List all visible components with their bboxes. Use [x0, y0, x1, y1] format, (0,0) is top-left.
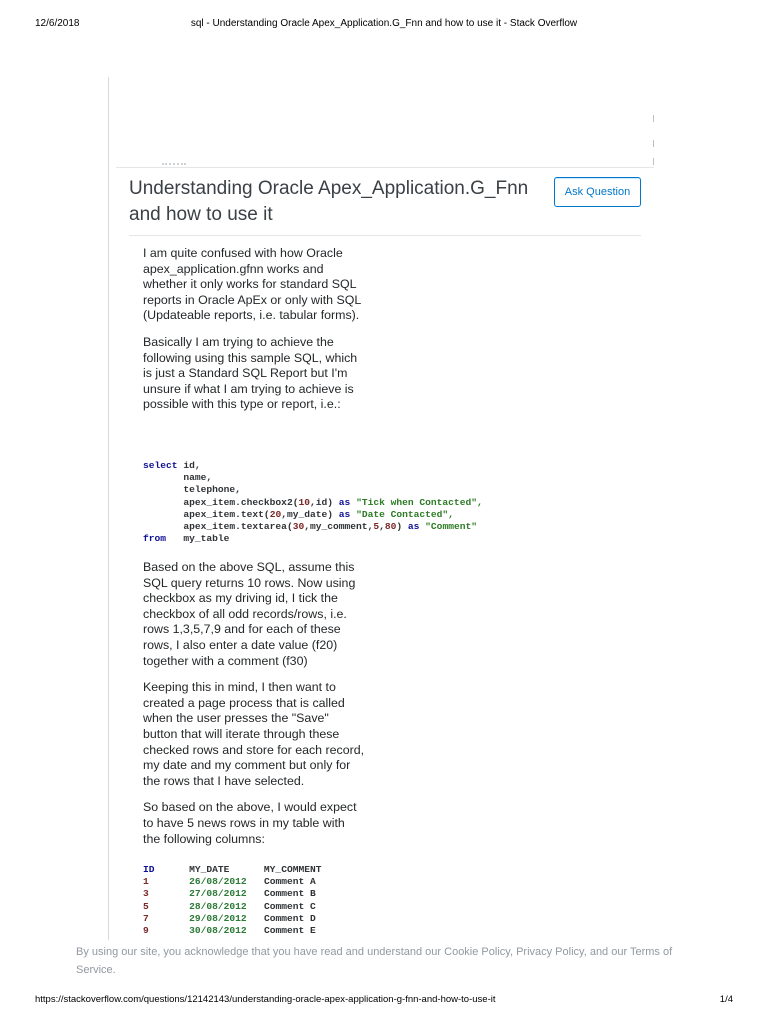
- left-border: [108, 77, 109, 942]
- code-cell: Comment E: [263, 925, 316, 937]
- cropped-header-mark: [162, 163, 186, 168]
- code-keyword: as: [338, 508, 351, 520]
- code-cell: 3: [143, 888, 149, 900]
- code-cell: Comment D: [263, 912, 316, 924]
- print-page-title: sql - Understanding Oracle Apex_Application.G_Fnn and how to use it - Stack Overflow: [190, 18, 578, 29]
- code-keyword: select: [143, 460, 178, 471]
- code-function: apex_item.checkbox2: [183, 496, 293, 508]
- header-divider: [116, 167, 654, 168]
- question-body: [143, 246, 365, 424]
- body-paragraph: I am quite confused with how Oracle apex_application.gfnn works and whether it only works for standard SQL reports in Oracle ApEx or only with SQL (Updateable reports, i.e. tabular forms).: [143, 246, 361, 323]
- code-keyword: from: [143, 533, 167, 545]
- code-cell: 29/08/2012: [189, 912, 247, 924]
- code-text: id,: [183, 460, 201, 471]
- code-header: MY_DATE: [189, 864, 230, 875]
- result-code-block: [143, 864, 543, 937]
- code-cell: Comment B: [263, 888, 316, 900]
- cookie-banner-text: By using our site, you acknowledge that you have read and understand our Cookie Policy, Privacy Policy, and our Terms of Service.: [76, 946, 673, 976]
- print-url: https://stackoverflow.com/questions/12142143/understanding-oracle-apex-application-g-fnn-and-how-to-use-it: [35, 994, 496, 1005]
- sql-code-block: select id, name, telephone, apex_item.checkbox2(10,id) as "Tick when Contacted", apex_item.text(20,my_date) as "Date Contacted", apex_item.textarea(30,my_comment,5,80) as "Comment" from my_table: [143, 460, 483, 545]
- edge-mark: [653, 115, 654, 122]
- code-keyword: as: [407, 521, 420, 533]
- code-string: "Date Contacted",: [356, 508, 454, 520]
- print-date: 12/6/2018: [35, 18, 80, 29]
- body-paragraph: Based on the above SQL, assume this SQL query returns 10 rows. Now using checkbox as my driving id, I tick the checkbox of all odd records/rows, i.e. rows 1,3,5,7,9 and for each of these rows, I also enter a date value (f20) together with a comment (f30): [143, 560, 356, 668]
- code-string: "Tick when Contacted",: [356, 496, 483, 508]
- code-text: telephone,: [183, 484, 241, 496]
- body-paragraph: Keeping this in mind, I then want to created a page process that is called when the user presses the "Save" button that will iterate through these checked rows and store for each record, my date and my comment but only for the rows that I have selected.: [143, 680, 365, 788]
- code-header: MY_COMMENT: [263, 864, 322, 875]
- code-cell: 7: [143, 912, 149, 924]
- edge-mark: [653, 140, 654, 147]
- body-paragraph: Basically I am trying to achieve the following using this sample SQL, which is just a Standard SQL Report but I'm unsure if what I am trying to achieve is possible with this type or report, i.e.:: [143, 334, 358, 412]
- code-cell: Comment C: [263, 900, 316, 912]
- cookie-banner: [0, 940, 768, 985]
- code-text: name,: [183, 472, 213, 484]
- code-cell: 27/08/2012: [189, 888, 247, 900]
- code-cell: 9: [143, 925, 149, 937]
- print-header: [0, 0, 768, 40]
- body-paragraph: So based on the above, I would expect to have 5 news rows in my table with the following columns:: [143, 800, 357, 846]
- code-cell: 5: [143, 900, 149, 912]
- edge-mark: [653, 158, 654, 165]
- title-divider: [129, 235, 641, 236]
- code-cell: 28/08/2012: [189, 900, 247, 912]
- code-keyword: as: [338, 496, 351, 508]
- question-title[interactable]: Understanding Oracle Apex_Application.G_Fnn and how to use it: [129, 178, 529, 225]
- code-cell: Comment A: [263, 876, 316, 888]
- code-header: ID: [143, 864, 155, 875]
- ask-question-button[interactable]: Ask Question: [554, 177, 641, 207]
- code-cell: 1: [143, 876, 149, 888]
- code-function: apex_item.textarea: [183, 521, 287, 533]
- code-cell: 26/08/2012: [189, 876, 247, 888]
- code-function: apex_item.text: [183, 508, 264, 520]
- code-text: my_table: [183, 533, 230, 545]
- code-cell: 30/08/2012: [189, 925, 247, 937]
- print-page-number: 1/4: [719, 994, 733, 1005]
- question-body-continued: [143, 560, 365, 858]
- code-string: "Comment": [425, 521, 477, 533]
